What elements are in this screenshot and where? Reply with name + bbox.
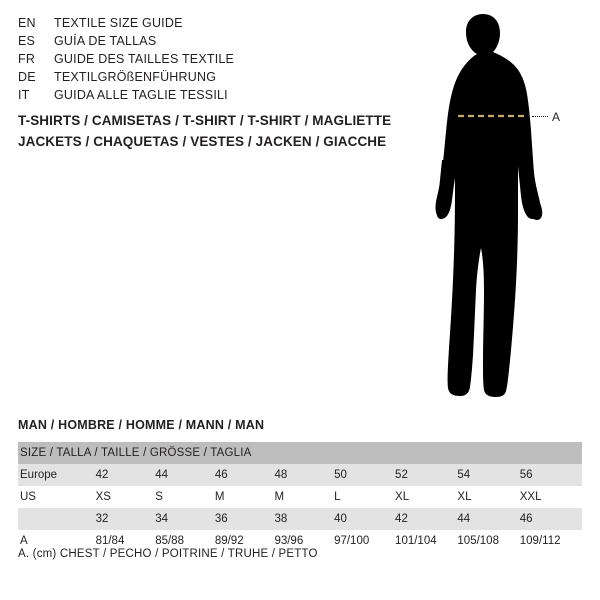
cell-value: 105/108 [457,535,499,547]
cell-value: M [274,491,285,503]
language-code: DE [18,70,36,84]
language-guide-block [18,14,378,104]
language-row [18,86,378,104]
cell-value: XL [457,491,472,503]
cell-value: 44 [457,513,471,525]
language-code: ES [18,34,36,48]
cell-value: XL [395,491,410,503]
cell-value: 46 [519,513,533,525]
cell-value: 42 [95,469,109,481]
category-block [18,110,438,152]
cell-value: 101/104 [395,535,437,547]
cell-value: 34 [155,513,168,525]
size-table [18,442,582,552]
cell-value: 81/84 [95,535,125,547]
language-text: GUÍA DE TALLAS [54,34,157,48]
male-silhouette-icon [392,10,592,410]
cell-value: 42 [395,513,408,525]
table-header-label: SIZE / TALLA / TAILLE / GRÖSSE / TAGLIA [20,447,252,459]
cell-value: S [155,491,163,503]
cell-value: XS [95,491,111,503]
cell-value: 54 [457,469,471,481]
language-row [18,50,378,68]
language-row [18,14,378,32]
cell-value: 89/92 [214,535,244,547]
cell-value: 93/96 [274,535,304,547]
cell-value: 50 [334,469,347,481]
cell-value: 36 [214,513,228,525]
measure-label-a: A [552,110,561,124]
cell-value: 38 [274,513,288,525]
cell-value: 40 [334,513,347,525]
row-label: Europe [20,469,58,481]
language-text: GUIDE DES TAILLES TEXTILE [54,52,235,66]
cell-value: M [214,491,225,503]
language-code: EN [18,16,36,30]
cell-value: 85/88 [155,535,184,547]
table-row [18,464,582,486]
language-text: TEXTILE SIZE GUIDE [54,16,183,30]
row-label: A [20,535,28,547]
cell-value: XXL [519,491,542,503]
cell-value: 109/112 [519,535,561,547]
cell-value: 48 [274,469,288,481]
table-header-row [18,442,582,464]
cell-value: 56 [519,469,533,481]
row-label [18,508,96,530]
language-text: GUIDA ALLE TAGLIE TESSILI [54,88,228,102]
cell-value: 97/100 [334,535,370,547]
cell-value: 44 [155,469,168,481]
figure-illustration [392,10,592,410]
measure-leader-line [532,116,548,117]
cell-value: L [334,491,341,503]
language-row [18,32,378,50]
table-title: MAN / HOMBRE / HOMME / MANN / MAN [18,418,265,432]
row-label: US [20,491,36,503]
footnote: A. (cm) CHEST / PECHO / POITRINE / TRUHE / PETTO [18,548,318,560]
language-code: FR [18,52,36,66]
language-code: IT [18,88,30,102]
cell-value: 46 [214,469,228,481]
table-row [18,508,582,530]
category-line-jackets: JACKETS / CHAQUETAS / VESTES / JACKEN / GIACCHE [18,134,387,149]
language-text: TEXTILGRÖßENFÜHRUNG [54,70,217,84]
table-row [18,486,582,508]
category-line-tshirts: T-SHIRTS / CAMISETAS / T-SHIRT / T-SHIRT / MAGLIETTE [18,113,392,128]
cell-value: 52 [395,469,408,481]
language-row [18,68,378,86]
cell-value: 32 [95,513,109,525]
